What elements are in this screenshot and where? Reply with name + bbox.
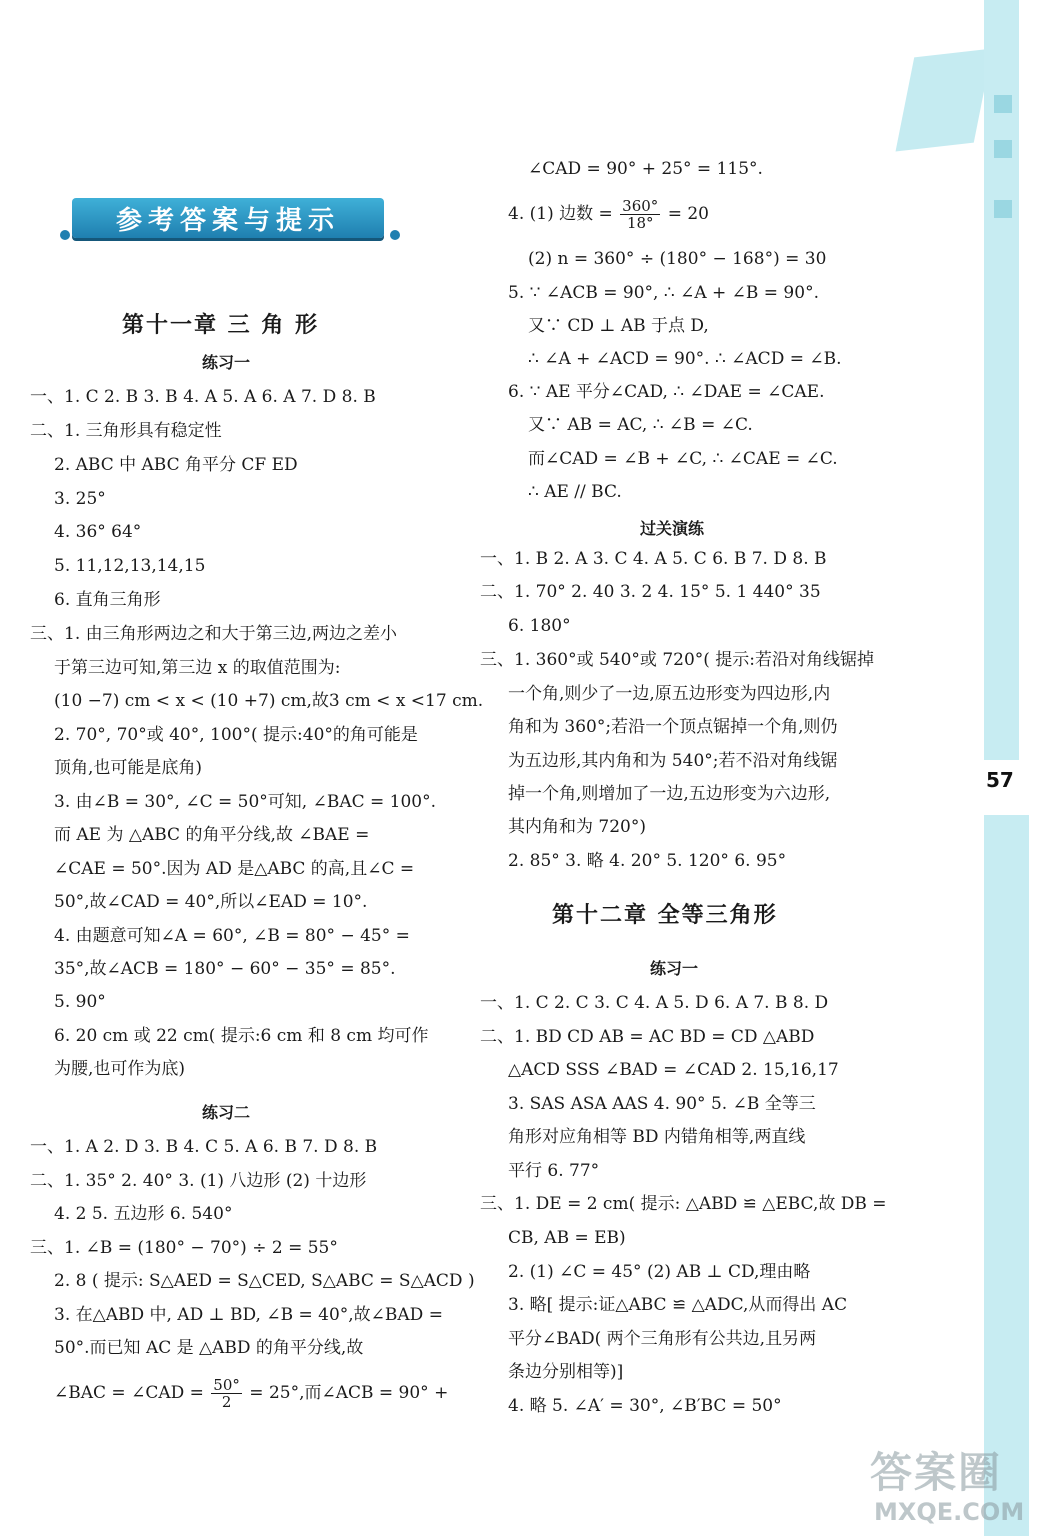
answer-line: 6. 180° [508, 616, 571, 636]
answer-line: 5. ∵ ∠ACB = 90°, ∴ ∠A + ∠B = 90°. [508, 283, 819, 303]
answer-line: 6. 直角三角形 [54, 590, 161, 610]
answer-line-fraction [508, 198, 709, 231]
answer-line: 三、1. 360°或 540°或 720°( 提示:若沿对角线锯掉 [480, 650, 875, 670]
answer-line: 又∵ AB = AC, ∴ ∠B = ∠C. [528, 415, 753, 435]
answer-line: 三、1. ∠B = (180° − 70°) ÷ 2 = 55° [30, 1238, 338, 1258]
answer-line: 而 AE 为 △ABC 的角平分线,故 ∠BAE = [54, 825, 370, 845]
banner-title: 参考答案与提示 [115, 205, 340, 236]
fraction-denominator: 18° [626, 214, 654, 232]
answer-line: 5. 11,12,13,14,15 [54, 556, 206, 576]
answer-line: 2. (1) ∠C = 45° (2) AB ⊥ CD,理由略 [508, 1262, 811, 1282]
answer-line: 三、1. 由三角形两边之和大于第三边,两边之差小 [30, 624, 398, 644]
banner-ornament [390, 230, 400, 240]
sidebar-decoration [964, 0, 1044, 1536]
answer-line: ∠CAE = 50°.因为 AD 是△ABC 的高,且∠C = [54, 859, 415, 879]
answer-line: 为腰,也可作为底) [54, 1059, 186, 1079]
answer-line: 2. 70°, 70°或 40°, 100°( 提示:40°的角可能是 [54, 725, 418, 745]
strip-marker [994, 95, 1012, 113]
answer-line: 二、1. 三角形具有稳定性 [30, 421, 222, 441]
answer-line: 二、1. 70° 2. 40 3. 2 4. 15° 5. 1 440° 35 [480, 582, 821, 602]
text-part: = 25°,而∠ACB = 90° + [249, 1383, 449, 1403]
text-part: 4. (1) 边数 = [508, 204, 613, 224]
watermark-url: MXQE.COM [874, 1498, 1025, 1526]
answer-line: 其内角和为 720°) [508, 817, 646, 837]
answer-line: CB, AB = EB) [508, 1228, 626, 1248]
answer-line: 条边分别相等)] [508, 1362, 624, 1382]
answer-line: 3. SAS ASA AAS 4. 90° 5. ∠B 全等三 [508, 1094, 816, 1114]
answer-line: ∴ ∠A + ∠ACD = 90°. ∴ ∠ACD = ∠B. [528, 349, 842, 369]
answer-line: 顶角,也可能是底角) [54, 758, 203, 778]
section-heading: 练习一 [650, 959, 699, 978]
watermark [870, 1440, 1040, 1530]
answer-line: 3. 由∠B = 30°, ∠C = 50°可知, ∠BAC = 100°. [54, 792, 437, 812]
color-strip-top [984, 0, 1019, 760]
chapter-title: 第十二章 全等三角形 [552, 902, 778, 928]
answer-line-fraction [54, 1377, 448, 1410]
answer-line: 为五边形,其内角和为 540°;若不沿对角线锯 [508, 751, 838, 771]
fraction-denominator: 2 [221, 1393, 232, 1411]
answer-line: 50°,故∠CAD = 40°,所以∠EAD = 10°. [54, 892, 368, 912]
answer-line: 三、1. DE = 2 cm( 提示: △ABD ≌ △EBC,故 DB = [480, 1194, 887, 1214]
banner-box [72, 198, 384, 238]
answer-line: 2. 85° 3. 略 4. 20° 5. 120° 6. 95° [508, 851, 787, 871]
answer-line: 又∵ CD ⊥ AB 于点 D, [528, 316, 709, 336]
answer-line: 平行 6. 77° [508, 1161, 600, 1181]
answer-line: 50°.而已知 AC 是 △ABD 的角平分线,故 [54, 1338, 364, 1358]
page-number: 57 [986, 768, 1014, 792]
chapter-title: 第十一章 三 角 形 [122, 312, 319, 338]
text-part: ∠BAC = ∠CAD = [54, 1383, 204, 1403]
answer-line: 35°,故∠ACB = 180° − 60° − 35° = 85°. [54, 959, 396, 979]
text-part: = 20 [667, 204, 709, 224]
watermark-logo: 答案圈 [870, 1448, 1003, 1497]
answer-line: 3. 在△ABD 中, AD ⊥ BD, ∠B = 40°,故∠BAD = [54, 1305, 443, 1325]
answer-line: 一、1. C 2. B 3. B 4. A 5. A 6. A 7. D 8. B [30, 387, 376, 407]
answers-banner [60, 198, 400, 244]
strip-marker [994, 140, 1012, 158]
answer-line: 掉一个角,则增加了一边,五边形变为六边形, [508, 784, 831, 804]
decorative-shape [896, 49, 993, 152]
answer-line: 6. ∵ AE 平分∠CAD, ∴ ∠DAE = ∠CAE. [508, 382, 825, 402]
answer-line: 5. 90° [54, 992, 106, 1012]
answer-line: 2. 8 ( 提示: S△AED = S△CED, S△ABC = S△ACD ) [54, 1271, 475, 1291]
answer-line: ∴ AE // BC. [528, 482, 622, 502]
answer-line: (2) n = 360° ÷ (180° − 168°) = 30 [528, 249, 827, 269]
answer-line: (10 −7) cm < x < (10 +7) cm,故3 cm < x <17 cm. [54, 691, 484, 711]
answer-line: ∠CAD = 90° + 25° = 115°. [528, 159, 763, 179]
answer-line: 一个角,则少了一边,原五边形变为四边形,内 [508, 684, 831, 704]
answer-line: 平分∠BAD( 两个三角形有公共边,且另两 [508, 1329, 817, 1349]
fraction-numerator: 360° [622, 197, 659, 215]
answer-line: 一、1. C 2. C 3. C 4. A 5. D 6. A 7. B 8. D [480, 993, 829, 1013]
answer-line: 3. 略[ 提示:证△ABC ≌ △ADC,从而得出 AC [508, 1295, 848, 1315]
fraction-numerator: 50° [213, 1376, 240, 1394]
answer-line: 6. 20 cm 或 22 cm( 提示:6 cm 和 8 cm 均可作 [54, 1026, 429, 1046]
answer-line: 4. 36° 64° [54, 522, 142, 542]
answer-line: 而∠CAD = ∠B + ∠C, ∴ ∠CAE = ∠C. [528, 449, 838, 469]
section-heading: 练习二 [202, 1103, 251, 1122]
answer-line: △ACD SSS ∠BAD = ∠CAD 2. 15,16,17 [508, 1060, 839, 1080]
color-strip-bottom [984, 815, 1029, 1536]
answer-line: 于第三边可知,第三边 x 的取值范围为: [54, 658, 341, 678]
answer-line: 二、1. BD CD AB = AC BD = CD △ABD [480, 1027, 815, 1047]
answer-line: 2. ABC 中 ABC 角平分 CF ED [54, 455, 298, 475]
answer-line: 4. 略 5. ∠A′ = 30°, ∠B′BC = 50° [508, 1396, 782, 1416]
answer-line: 4. 2 5. 五边形 6. 540° [54, 1204, 233, 1224]
answer-line: 一、1. B 2. A 3. C 4. A 5. C 6. B 7. D 8. B [480, 549, 827, 569]
fraction [211, 1377, 242, 1410]
answer-line: 4. 由题意可知∠A = 60°, ∠B = 80° − 45° = [54, 926, 410, 946]
answer-line: 角形对应角相等 BD 内错角相等,两直线 [508, 1127, 806, 1147]
section-heading: 练习一 [202, 353, 251, 372]
answer-line: 一、1. A 2. D 3. B 4. C 5. A 6. B 7. D 8. B [30, 1137, 378, 1157]
fraction [620, 198, 660, 231]
section-heading: 过关演练 [640, 519, 705, 538]
banner-ornament [60, 230, 70, 240]
strip-marker [994, 200, 1012, 218]
answer-line: 二、1. 35° 2. 40° 3. (1) 八边形 (2) 十边形 [30, 1171, 367, 1191]
answer-line: 角和为 360°;若沿一个顶点锯掉一个角,则仍 [508, 717, 838, 737]
answer-line: 3. 25° [54, 489, 106, 509]
